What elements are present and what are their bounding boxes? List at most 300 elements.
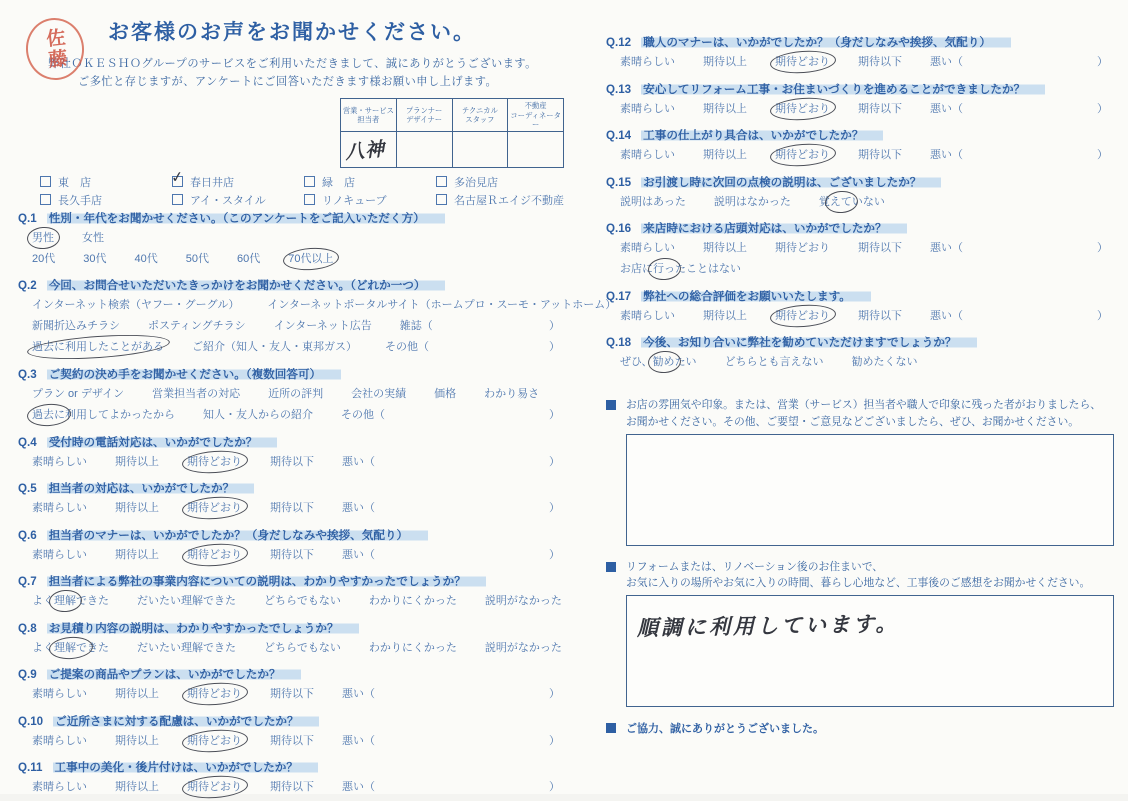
store-option <box>40 174 172 190</box>
store-option <box>172 192 304 208</box>
answer-option <box>703 54 747 71</box>
option-text: 60代 <box>237 252 261 265</box>
answer-option <box>32 454 87 471</box>
question-id: Q.12 <box>606 36 632 49</box>
staff-column-header <box>452 99 508 131</box>
checkbox-icon <box>436 176 447 187</box>
staff-column-line2: 担当者 <box>357 115 380 125</box>
comment-heading <box>606 559 1114 591</box>
staff-column-line2: デザイナー <box>406 115 443 125</box>
answer-option <box>32 593 109 610</box>
comment-section <box>606 397 1114 545</box>
option-pre-text: よく <box>32 595 54 608</box>
answer-option <box>930 240 963 257</box>
answer-option <box>152 386 240 403</box>
questions-left <box>18 210 617 797</box>
answer-option <box>775 147 830 164</box>
option-row <box>32 686 566 703</box>
answer-option <box>187 500 242 517</box>
comment-heading-text <box>626 397 1101 429</box>
handwritten-circle-mark: 行っ <box>653 261 675 278</box>
intro-line-2: ご多忙と存じますが、アンケートにご回答いただきます様お願い申し上げます。 <box>78 76 498 89</box>
question-id: Q.6 <box>18 528 37 542</box>
store-label: アイ・スタイル <box>190 194 266 207</box>
question-block <box>18 210 566 268</box>
option-row <box>620 261 1114 278</box>
answer-option <box>237 251 260 268</box>
answer-option <box>1097 147 1108 164</box>
questions-right <box>606 34 1114 371</box>
option-text: 近所の評判 <box>268 388 324 401</box>
question-heading <box>18 713 566 729</box>
question-title: 今回、お問合せいただいたきっかけをお聞かせください。（どれか一つ） <box>47 279 446 292</box>
store-option <box>40 192 172 208</box>
answer-option <box>549 407 560 424</box>
option-text: ） <box>549 502 560 515</box>
answer-option <box>137 640 236 657</box>
checkbox-icon <box>304 194 315 205</box>
answer-option <box>1097 308 1108 325</box>
answer-option <box>703 147 747 164</box>
question-id: Q.8 <box>18 621 37 635</box>
option-text: 素晴らしい <box>32 781 87 794</box>
option-text: わかり易さ <box>484 388 540 401</box>
question-block <box>606 288 1114 325</box>
option-text: 説明はあった <box>620 195 686 208</box>
question-heading <box>18 480 566 496</box>
answer-option <box>32 318 120 335</box>
staff-column-line1: テクニカル <box>461 106 498 116</box>
option-text: ） <box>1097 149 1108 162</box>
answer-option <box>400 318 433 335</box>
handwritten-circle-mark: 期待どおり <box>187 500 242 517</box>
question-id: Q.10 <box>18 714 44 728</box>
option-text: 素晴らしい <box>32 548 87 561</box>
option-text: 会社の実績 <box>351 388 407 401</box>
option-text: 40代 <box>134 252 158 265</box>
answer-option <box>32 297 239 314</box>
option-row <box>32 318 566 335</box>
option-text: 期待以上 <box>115 734 159 747</box>
option-row <box>32 230 566 247</box>
question-id: Q.2 <box>18 279 37 293</box>
handwritten-circle-mark: 期待どおり <box>775 147 830 164</box>
store-label: 春日井店 <box>190 176 234 189</box>
option-text: 期待以上 <box>703 309 747 322</box>
option-text: ） <box>549 409 560 422</box>
option-text: 悪い（ <box>342 455 375 468</box>
option-text: 悪い（ <box>342 781 375 794</box>
question-heading <box>606 174 1114 190</box>
question-id: Q.3 <box>18 368 37 382</box>
answer-option <box>549 339 560 356</box>
question-block <box>18 759 566 796</box>
option-text: 期待以上 <box>703 149 747 162</box>
answer-option <box>485 640 562 657</box>
comment-sections <box>606 397 1114 707</box>
answer-option <box>288 251 333 268</box>
question-id: Q.15 <box>606 175 632 189</box>
handwritten-circle-mark: 期待どおり <box>775 101 830 118</box>
option-row <box>32 593 566 610</box>
answer-option <box>930 308 963 325</box>
option-text: 説明がなかった <box>484 641 562 654</box>
answer-option <box>267 297 616 314</box>
question-id: Q.13 <box>606 82 632 96</box>
option-text: インターネット検索（ヤフー・グーグル） <box>32 299 240 312</box>
option-text: 説明はなかった <box>713 195 791 208</box>
answer-option <box>725 354 824 371</box>
option-row <box>32 640 566 657</box>
option-text: 期待以上 <box>703 102 747 115</box>
answer-option <box>115 686 159 703</box>
option-text: 期待以下 <box>270 502 314 515</box>
handwritten-staff-name: 八神 <box>344 138 387 164</box>
option-text: 悪い（ <box>930 242 963 255</box>
question-block <box>18 666 566 703</box>
option-text: 期待どおり <box>775 242 830 255</box>
handwritten-circle-mark: 男性 <box>32 230 54 247</box>
answer-option <box>32 230 54 247</box>
option-text: ） <box>549 341 560 354</box>
option-row <box>32 407 566 424</box>
option-post-text: いない <box>851 195 885 208</box>
answer-option <box>620 354 697 371</box>
handwritten-circle-mark: 期待どおり <box>775 54 830 71</box>
store-row <box>40 192 566 208</box>
question-heading <box>606 81 1114 97</box>
left-column <box>18 14 617 794</box>
answer-option <box>620 147 675 164</box>
option-row <box>620 308 1114 325</box>
option-text: ） <box>549 455 560 468</box>
handwritten-circle-mark: えて <box>830 194 852 211</box>
option-text: 期待以下 <box>858 149 902 162</box>
option-text: プラン or デザイン <box>32 388 125 401</box>
option-text: ） <box>1097 242 1108 255</box>
answer-option <box>369 593 457 610</box>
option-text: 悪い（ <box>930 309 963 322</box>
staff-column-header <box>508 99 564 131</box>
option-text: 素晴らしい <box>32 734 87 747</box>
staff-column-header <box>341 99 397 131</box>
answer-option <box>549 686 560 703</box>
answer-option <box>620 101 675 118</box>
question-title: ご近所さまに対する配慮は、いかがでしたか？ <box>53 715 318 728</box>
staff-column-line2: コーディネーター <box>510 110 561 129</box>
option-text: 期待以上 <box>115 502 159 515</box>
answer-option <box>82 230 104 247</box>
option-text: ポスティングチラシ <box>148 320 246 333</box>
option-text: ） <box>549 548 560 561</box>
checkbox-icon <box>172 194 183 205</box>
option-text: 期待以下 <box>858 242 902 255</box>
question-title: 性別・年代をお聞かせください。（このアンケートをご記入いただく方） <box>47 212 445 225</box>
option-row <box>32 297 617 314</box>
answer-option <box>268 386 323 403</box>
option-text: 悪い（ <box>342 548 375 561</box>
answer-option <box>1097 54 1108 71</box>
answer-option <box>620 54 675 71</box>
answer-option <box>351 386 406 403</box>
option-row <box>620 194 1114 211</box>
answer-option <box>703 240 747 257</box>
answer-option <box>434 386 456 403</box>
option-text: 期待以下 <box>858 102 902 115</box>
question-id: Q.18 <box>606 336 632 350</box>
option-text: 悪い（ <box>930 102 963 115</box>
question-block <box>606 81 1114 118</box>
option-row <box>32 454 566 471</box>
question-heading <box>606 127 1114 143</box>
comment-heading-line: お店の雰囲気や印象。または、営業（サービス）担当者や職人で印象に残った者がおりましたら、 <box>626 399 1102 412</box>
option-text: 期待以下 <box>270 734 314 747</box>
option-text: 期待以下 <box>270 455 314 468</box>
comment-box <box>626 595 1114 707</box>
question-heading <box>606 288 1114 304</box>
question-block <box>606 334 1114 371</box>
option-text: ご紹介（知人・友人・東邦ガス） <box>192 341 357 354</box>
option-text: 新聞折込みチラシ <box>32 320 120 333</box>
option-text: 説明がなかった <box>484 595 562 608</box>
page-title: お客様のお声をお聞かせください。 <box>108 21 476 44</box>
option-text: 期待以下 <box>858 56 902 68</box>
store-label: 長久手店 <box>58 194 102 207</box>
option-text: だいたい理解できた <box>137 595 236 608</box>
answer-option <box>858 147 902 164</box>
answer-option <box>186 251 209 268</box>
question-heading <box>18 620 566 636</box>
question-title: お見積り内容の説明は、わかりやすかったでしょうか？ <box>47 622 359 635</box>
option-text: 素晴らしい <box>620 309 675 322</box>
answer-option <box>775 240 830 257</box>
staff-column-line1: 不動産 <box>524 101 547 111</box>
question-block <box>18 366 566 424</box>
answer-option <box>385 339 429 356</box>
option-post-text: たい <box>674 356 697 369</box>
staff-entry-cell <box>508 131 564 167</box>
question-block <box>606 174 1114 211</box>
answer-option <box>187 686 242 703</box>
answer-option <box>264 640 341 657</box>
question-block <box>18 620 566 657</box>
answer-option <box>32 640 109 657</box>
answer-option <box>32 500 87 517</box>
option-text: 悪い（ <box>342 502 375 515</box>
store-label: 緑 店 <box>322 176 355 189</box>
option-text: 期待以下 <box>858 309 902 322</box>
store-option <box>304 192 436 208</box>
handwritten-circle-mark: 期待どおり <box>187 686 242 703</box>
option-text: わかりにくかった <box>368 595 457 608</box>
question-block <box>606 127 1114 164</box>
answer-option <box>819 194 885 211</box>
option-text: どちらとも言えない <box>724 356 824 369</box>
answer-option <box>341 407 385 424</box>
option-text: インターネット広告 <box>273 320 372 333</box>
option-text: 悪い（ <box>930 149 963 162</box>
option-text: だいたい理解できた <box>137 641 236 654</box>
question-block <box>606 34 1114 71</box>
option-text: インターネットポータルサイト（ホームプロ・スーモ・アットホーム） <box>267 299 617 312</box>
question-block <box>606 220 1114 278</box>
option-text: ） <box>549 781 560 794</box>
option-text: 女性 <box>82 231 104 244</box>
answer-option <box>620 240 675 257</box>
answer-option <box>852 354 918 371</box>
square-bullet-icon <box>606 400 616 410</box>
handwritten-circle-mark: 理解 <box>54 593 76 610</box>
answer-option <box>703 308 747 325</box>
option-text: 素晴らしい <box>620 102 675 115</box>
question-heading <box>18 210 566 226</box>
question-heading <box>18 759 566 775</box>
square-bullet-icon <box>606 562 616 572</box>
option-text: 素晴らしい <box>620 56 675 68</box>
option-post-text: できた <box>76 595 109 608</box>
question-title: 工事中の美化・後片付けは、いかがでしたか？ <box>53 761 318 774</box>
handwritten-circle-mark: 勧め <box>653 354 675 371</box>
option-row <box>620 54 1114 71</box>
handwritten-circle-mark: 期待どおり <box>187 454 242 471</box>
store-option <box>436 192 564 208</box>
answer-option <box>1097 240 1108 257</box>
option-row <box>620 101 1114 118</box>
answer-option <box>775 101 830 118</box>
answer-option <box>858 101 902 118</box>
question-title: 受付時の電話対応は、いかがでしたか？ <box>47 436 278 449</box>
checkbox-icon <box>40 194 51 205</box>
answer-option <box>187 733 242 750</box>
question-id: Q.1 <box>18 211 37 225</box>
answer-option <box>342 500 375 517</box>
answer-option <box>549 318 560 335</box>
store-label: 東 店 <box>58 176 91 189</box>
staff-entry-cell <box>341 131 397 167</box>
option-text: 期待以上 <box>115 455 159 468</box>
option-text: 期待以上 <box>115 781 159 794</box>
answer-option <box>930 101 963 118</box>
checkbox-icon <box>169 168 185 188</box>
store-row <box>40 168 566 190</box>
option-text: 期待以上 <box>703 56 747 68</box>
question-block <box>18 277 617 356</box>
comment-heading-line: お気に入りの場所やお気に入りの時間、暮らし心地など、工事後のご感想をお聞かせください。 <box>626 576 1091 589</box>
answer-option <box>32 733 87 750</box>
answer-option <box>203 407 313 424</box>
checkbox-icon <box>304 176 315 187</box>
answer-option <box>369 640 457 657</box>
comment-heading-text <box>626 559 1090 591</box>
handwritten-circle-mark: 期待どおり <box>187 733 242 750</box>
answer-option <box>342 686 375 703</box>
question-heading <box>18 366 566 382</box>
question-id: Q.7 <box>18 575 37 589</box>
handwritten-circle-mark: 理解で <box>54 640 87 657</box>
answer-option <box>714 194 791 211</box>
right-column <box>580 14 1114 786</box>
option-text: 期待以上 <box>115 548 159 561</box>
option-text: 期待以下 <box>270 548 314 561</box>
answer-option <box>115 454 159 471</box>
hanko-stamp-icon <box>23 15 87 83</box>
answer-option <box>187 454 242 471</box>
store-label: 名古屋Ｒエイジ不動産 <box>454 194 564 207</box>
question-block <box>18 713 566 750</box>
handwritten-circle-mark: 期待どおり <box>775 308 830 325</box>
answer-option <box>930 54 963 71</box>
option-pre-text: ぜひ、 <box>620 356 653 369</box>
question-title: 担当者のマナーは、いかがでしたか？（身だしなみや挨拶、気配り） <box>47 529 428 542</box>
option-text: 勧めたくない <box>851 356 918 369</box>
question-block <box>18 527 566 564</box>
question-title: 工事の仕上がり具合は、いかがでしたか？ <box>641 129 883 142</box>
store-checkbox-group <box>18 168 566 208</box>
question-heading <box>18 573 566 589</box>
answer-option <box>32 339 164 356</box>
answer-option <box>858 308 902 325</box>
handwritten-circle-mark: 過去に <box>32 407 65 424</box>
question-heading <box>18 434 566 450</box>
answer-option <box>270 547 314 564</box>
handwritten-circle-mark: 過去に利用したことがある <box>32 339 164 356</box>
answer-option <box>32 386 124 403</box>
option-pre-text: よく <box>32 641 54 654</box>
answer-option <box>270 500 314 517</box>
option-pre-text: お店に <box>620 263 653 276</box>
question-title: 担当者の対応は、いかがでしたか？ <box>47 482 255 495</box>
option-text: 期待以下 <box>270 688 314 701</box>
option-text: 期待以上 <box>115 688 159 701</box>
store-option <box>436 174 498 190</box>
question-id: Q.5 <box>18 482 37 496</box>
answer-option <box>549 733 560 750</box>
option-text: 30代 <box>83 252 107 265</box>
staff-table <box>340 98 564 167</box>
question-title: 今後、お知り合いに弊社を勧めていただけますでしょうか？ <box>641 336 976 349</box>
option-text: 悪い（ <box>930 56 963 68</box>
option-text: 悪い（ <box>342 734 375 747</box>
option-text: ） <box>1097 56 1108 68</box>
question-id: Q.11 <box>18 761 43 775</box>
option-text: わかりにくかった <box>368 641 457 654</box>
option-text: 素晴らしい <box>620 242 675 255</box>
answer-option <box>32 686 87 703</box>
option-text: その他（ <box>385 341 429 354</box>
answer-option <box>342 733 375 750</box>
staff-column-line2: スタッフ <box>465 115 495 125</box>
option-text: 悪い（ <box>342 688 375 701</box>
store-option <box>304 174 436 190</box>
handwritten-comment: 順調に利用しています。 <box>636 612 900 641</box>
comment-heading <box>606 397 1114 429</box>
question-title: ご提案の商品やプランは、いかがでしたか？ <box>47 668 301 681</box>
option-pre-text: 覚 <box>818 195 830 208</box>
staff-column-line1: プランナー <box>405 106 443 116</box>
option-row <box>32 386 566 403</box>
option-text: どちらでもない <box>264 641 341 654</box>
answer-option <box>549 454 560 471</box>
answer-option <box>274 318 372 335</box>
option-text: 価格 <box>434 388 457 401</box>
footer-line <box>606 720 1114 736</box>
comment-section <box>606 559 1114 707</box>
store-label: 多治見店 <box>454 176 498 189</box>
handwritten-circle-mark: 70代以上 <box>288 251 333 268</box>
option-text: 期待以下 <box>270 781 314 794</box>
answer-option <box>858 240 902 257</box>
question-heading <box>606 220 1114 236</box>
